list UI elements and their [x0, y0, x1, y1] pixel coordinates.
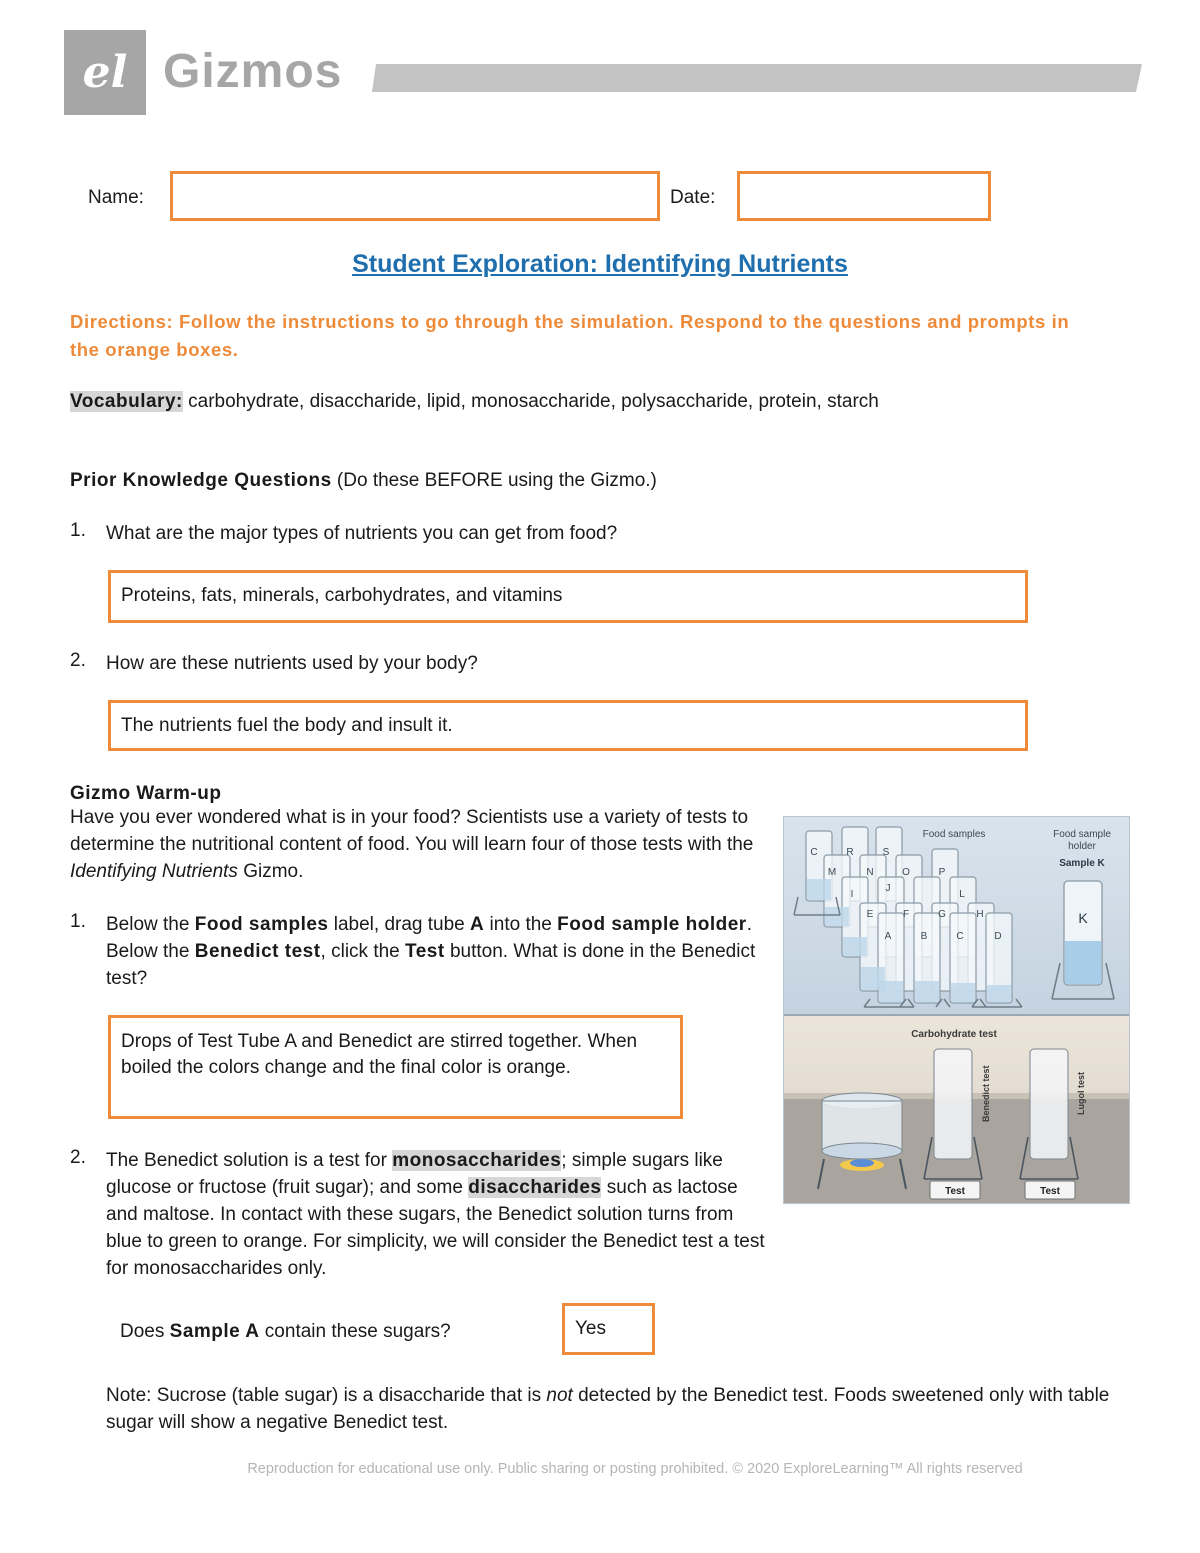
sample-k-label: Sample K: [1059, 858, 1105, 869]
text-span: label, drag tube: [328, 914, 471, 935]
date-field[interactable]: [737, 171, 991, 221]
tube-letter: M: [827, 867, 837, 878]
tube-letter: D: [994, 931, 1002, 942]
text-span: The Benedict solution is a test for: [106, 1150, 393, 1171]
warmup-q1-text: [106, 911, 771, 992]
benedict-test-button-label: Test: [945, 1186, 965, 1197]
prior-knowledge-note: (Do these BEFORE using the Gizmo.): [331, 470, 657, 491]
tube-letter: I: [850, 889, 854, 900]
bold-benedict-test: Benedict test: [194, 941, 321, 962]
warmup-heading: Gizmo Warm-up: [70, 783, 222, 804]
name-label: Name:: [88, 187, 144, 208]
gizmo-simulation-image: [783, 816, 1130, 1204]
bold-tube-a: A: [470, 914, 485, 935]
text-span: Does: [120, 1321, 170, 1342]
date-value: [740, 174, 988, 194]
footer-copyright: Reproduction for educational use only. Public sharing or posting prohibited. © 2020 ExploreLearning™ All rights reserved: [247, 1461, 1023, 1477]
tube-letter: B: [920, 931, 928, 942]
warmup-q1-answer: Drops of Test Tube A and Benedict are stirred together. When boiled the colors change and the final color is orange.: [121, 1031, 638, 1078]
q1-answer: Proteins, fats, minerals, carbohydrates, and vitamins: [121, 585, 563, 606]
bold-food-samples: Food samples: [194, 914, 329, 935]
held-tube-letter: K: [1078, 910, 1088, 926]
page-title: Student Exploration: Identifying Nutrients: [352, 250, 848, 278]
q2-text: How are these nutrients used by your body?: [106, 653, 478, 674]
tube-letter: J: [885, 883, 891, 894]
directions: Directions: Follow the instructions to go through the simulation. Respond to the questions and prompts in the orange boxes.: [70, 311, 1070, 360]
tube-letter: R: [846, 847, 854, 858]
prior-knowledge-title: Prior Knowledge Questions: [70, 470, 332, 491]
name-value: [173, 174, 657, 194]
brand-name: Gizmos: [163, 45, 343, 98]
text-span: . Below the: [106, 914, 752, 962]
warmup-intro-a: Have you ever wondered what is in your food? Scientists use a variety of tests to determine the nutritional content of food. You will learn four of those tests with the: [70, 807, 754, 855]
benedict-test-label: Benedict test: [981, 1065, 991, 1122]
tube-letter: L: [959, 889, 965, 900]
benedict-test-button[interactable]: [930, 1181, 980, 1199]
text-span: such as lactose and maltose. In contact with these sugars, the Benedict solution turns from blue to green to orange. For simplicity, we will consider the Benedict test a test for monosaccharides only.: [106, 1177, 765, 1279]
simulation-illustration: [784, 817, 1130, 1204]
sample-a-answer: Yes: [575, 1318, 606, 1339]
tube-letter: C: [810, 847, 818, 858]
date-label: Date:: [670, 187, 716, 208]
carbohydrate-test-label: Carbohydrate test: [911, 1029, 997, 1040]
tube-letter: H: [976, 909, 984, 920]
el-logo-icon: el: [82, 47, 128, 98]
text-span: contain these sugars?: [259, 1321, 451, 1342]
warmup-intro: [70, 804, 770, 885]
highlight-disaccharides: disaccharides: [468, 1177, 602, 1198]
prior-knowledge-heading: [70, 467, 1130, 494]
bold-test: Test: [405, 941, 445, 962]
food-sample-holder-label-2: holder: [1068, 841, 1096, 852]
q2-number: 2.: [70, 650, 86, 671]
text-span: Note: Sucrose (table sugar) is a disaccharide that is: [106, 1385, 547, 1406]
tube-letter: E: [866, 909, 874, 920]
header-bar: [372, 64, 1142, 92]
vocabulary-label: Vocabulary:: [70, 391, 183, 412]
tube-letter: P: [938, 867, 946, 878]
warmup-q2-number: 2.: [70, 1147, 86, 1168]
sample-a-question: [120, 1318, 540, 1345]
emphasis-not: not: [546, 1385, 573, 1406]
lugol-test-label: Lugol test: [1076, 1072, 1086, 1115]
lugol-test-button[interactable]: [1025, 1181, 1075, 1199]
text-span: detected by the Benedict test. Foods sweetened only with table sugar will show a negative Benedict test.: [106, 1385, 1110, 1433]
bold-sample-a: Sample A: [169, 1321, 260, 1342]
text-span: , click the: [320, 941, 406, 962]
tube-letter: A: [884, 931, 892, 942]
q2-answer-box[interactable]: [108, 700, 1028, 751]
sample-a-answer-box[interactable]: [562, 1303, 655, 1355]
warmup-q2-text: [106, 1147, 771, 1282]
food-sample-holder-label-1: Food sample: [1053, 829, 1111, 840]
text-span: button. What is done in the Benedict test?: [106, 941, 756, 989]
warmup-q1-answer-box[interactable]: [108, 1015, 683, 1119]
q1-text: What are the major types of nutrients you can get from food?: [106, 523, 618, 544]
tube-letter: O: [902, 867, 910, 878]
name-field[interactable]: [170, 171, 660, 221]
lugol-test-button-label: Test: [1040, 1186, 1060, 1197]
highlight-monosaccharides: monosaccharides: [392, 1150, 562, 1171]
food-samples-label: Food samples: [922, 829, 986, 840]
q2-answer: The nutrients fuel the body and insult it.: [121, 715, 453, 736]
tube-letter: G: [938, 909, 946, 920]
warmup-intro-b: Gizmo.: [237, 861, 304, 882]
tube-letter: F: [902, 909, 910, 920]
tube-letter: N: [866, 867, 874, 878]
text-span: ; simple sugars like glucose or fructose (fruit sugar); and some: [106, 1150, 723, 1198]
bold-food-sample-holder: Food sample holder: [557, 914, 747, 935]
warmup-intro-gizmo-name: Identifying Nutrients: [70, 861, 238, 882]
tube-letter: S: [882, 847, 890, 858]
text-span: Below the: [106, 914, 195, 935]
warmup-q1-number: 1.: [70, 911, 86, 932]
vocabulary: [70, 388, 1130, 415]
tube-letter: C: [956, 931, 964, 942]
q1-answer-box[interactable]: [108, 570, 1028, 623]
q1-number: 1.: [70, 520, 86, 541]
sucrose-note: [106, 1382, 1116, 1436]
gizmos-logo: [64, 30, 146, 115]
vocabulary-terms: carbohydrate, disaccharide, lipid, monosaccharide, polysaccharide, protein, starch: [182, 391, 879, 412]
text-span: into the: [484, 914, 558, 935]
